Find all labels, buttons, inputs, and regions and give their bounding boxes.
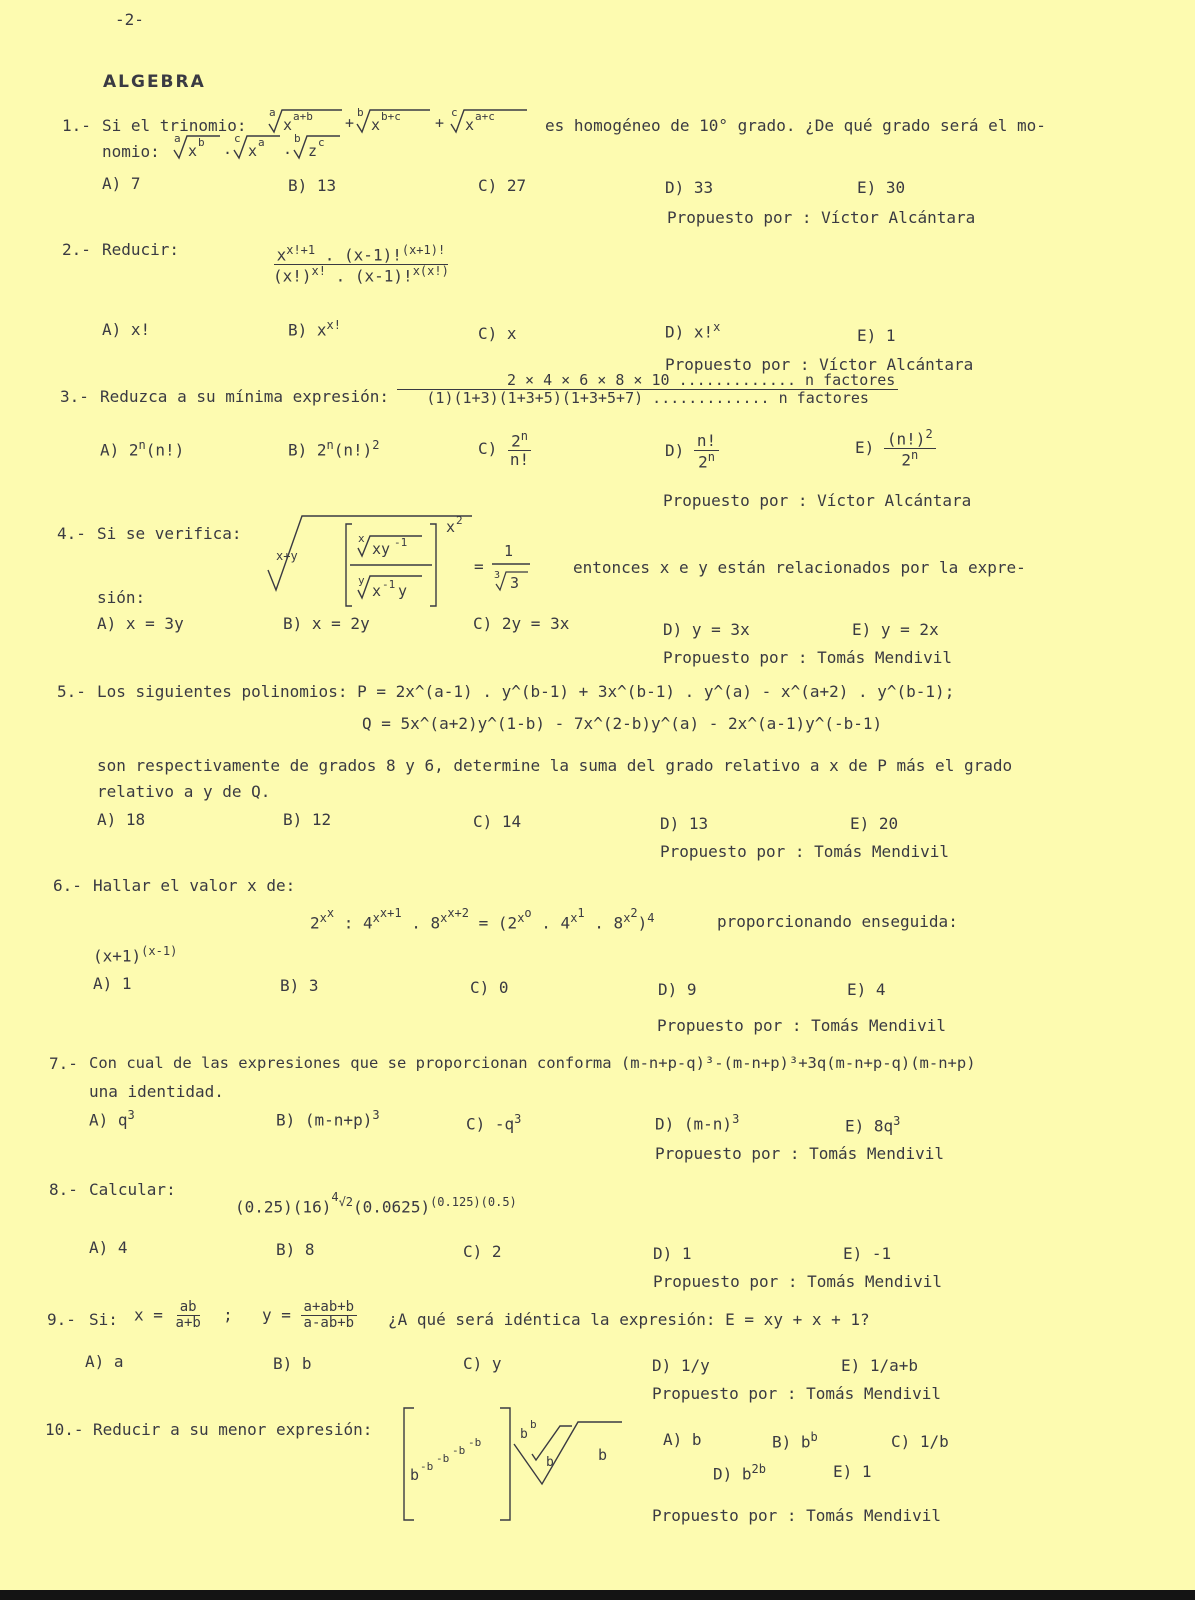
svg-text:-b: -b xyxy=(420,1460,434,1473)
q4-text-b: entonces x e y están relacionados por la expre- xyxy=(573,558,1026,577)
q10-option-d: D) $b^{2b}$ xyxy=(713,1462,766,1484)
q3-numerator: 2 × 4 × 6 × 8 × 10 ............. n factores xyxy=(397,372,898,390)
q1-text-a: Si el trinomio: xyxy=(102,116,247,135)
q3-option-a: A) 2$^n$(n!) xyxy=(100,438,185,460)
q9-text-a: Si: xyxy=(89,1310,118,1329)
svg-text:b: b xyxy=(530,1418,537,1431)
q6-number: 6.- xyxy=(53,876,82,895)
page-bottom-edge xyxy=(0,1590,1195,1600)
q9-option-e: E) 1/a+b xyxy=(841,1356,919,1375)
q3-text: Reduzca a su mínima expresión: xyxy=(100,387,389,406)
svg-text:a: a xyxy=(174,132,181,145)
svg-text:+: + xyxy=(345,114,355,132)
q1-option-d: D) 33 xyxy=(665,178,714,197)
q3-number: 3.- xyxy=(60,387,89,406)
q7-option-c: C) $-q^3$ xyxy=(466,1112,522,1134)
q4-option-c: C) 2y = 3x xyxy=(473,614,570,633)
q6-option-d: D) 9 xyxy=(658,980,697,999)
q2-numerator: $x^{x!+1}$ . (x-1)!$^{(x+1)!}$ xyxy=(274,244,449,265)
q9-option-a: A) a xyxy=(85,1352,124,1371)
q6-text-a: Hallar el valor x de: xyxy=(93,876,296,895)
q8-option-a: A) 4 xyxy=(89,1238,128,1257)
q6-option-a: A) 1 xyxy=(93,974,132,993)
svg-text:1: 1 xyxy=(504,542,514,560)
q3-option-d: D) $\frac{n!}{2^n}$ xyxy=(665,432,719,471)
q9-x-definition: x = $\frac{ab}{a+b}$ ; xyxy=(134,1299,233,1332)
q5-text-a: Los siguientes polinomios: P = 2x^(a-1) . y^(b-1) + 3x^(b-1) . y^(a) - x^(a+2) . y^(b-1); xyxy=(97,682,955,701)
svg-text:x+y: x+y xyxy=(276,549,298,563)
q5-option-b: B) 12 xyxy=(283,810,332,829)
q2-text: Reducir: xyxy=(102,240,180,259)
svg-text:x: x xyxy=(465,116,475,134)
q5-option-e: E) 20 xyxy=(850,814,899,833)
q8-option-b: B) 8 xyxy=(276,1240,315,1259)
svg-text:x: x xyxy=(188,142,198,160)
svg-text:c: c xyxy=(234,132,241,145)
q1-option-a: A) 7 xyxy=(102,174,141,193)
svg-text:3: 3 xyxy=(510,574,520,592)
q3-option-e: E) $\frac{(n!)^2}{2^n}$ xyxy=(855,428,936,469)
q4-expression xyxy=(262,510,552,624)
q1-text-c: nomio: xyxy=(102,142,160,161)
q8-author: Propuesto por : Tomás Mendivil xyxy=(653,1272,942,1291)
q1-text-b: es homogéneo de 10° grado. ¿De qué grado será el mo- xyxy=(545,116,1046,135)
svg-text:x: x xyxy=(283,116,293,134)
q10-option-c: C) 1/b xyxy=(891,1432,949,1451)
q6-equation: 2$^{x^x}$ : $4^{x^{x+1}}$ . $8^{x^{x+2}} = (2^{x^o}$ . $4^{x^1}$ . $8^{x^2})^4$ xyxy=(310,906,655,933)
q1-option-b: B) 13 xyxy=(288,176,337,195)
q7-text-b: una identidad. xyxy=(89,1082,224,1101)
q9-option-c: C) y xyxy=(463,1354,502,1373)
q8-option-e: E) -1 xyxy=(843,1244,892,1263)
page-number: -2- xyxy=(115,10,144,29)
q10-left-bracket xyxy=(404,1408,414,1520)
q1-author: Propuesto por : Víctor Alcántara xyxy=(667,208,976,227)
q4-expression-math xyxy=(262,510,552,620)
q10-number: 10.- xyxy=(45,1420,84,1439)
q9-y-definition: y = $\frac{a+ab+b}{a-ab+b}$ xyxy=(262,1300,357,1332)
svg-text:b: b xyxy=(410,1466,420,1484)
q5-author: Propuesto por : Tomás Mendivil xyxy=(660,842,949,861)
q8-expression: $(0.25)(16)^{^4√2}(0.0625)^{(0.125)(0.5)}$ xyxy=(235,1190,517,1217)
q3-option-b: B) $2^n(n!)^2$ xyxy=(288,438,380,460)
q4-text-a: Si se verifica: xyxy=(97,524,242,543)
q3-denominator: (1)(1+3)(1+3+5)(1+3+5+7) ............. n factores xyxy=(426,388,869,407)
q10-expression-math xyxy=(400,1404,635,1524)
q2-number: 2.- xyxy=(62,240,91,259)
svg-text:z: z xyxy=(308,142,318,160)
q10-option-e: E) 1 xyxy=(833,1462,872,1481)
q9-option-d: D) 1/y xyxy=(652,1356,710,1375)
svg-text:.: . xyxy=(283,140,293,158)
q10-option-b: B) $b^b$ xyxy=(772,1430,818,1452)
svg-text:x: x xyxy=(371,116,381,134)
q2-denominator: $(x!)^{x!}$ . (x-1)!$^{x(x!)}$ xyxy=(273,263,449,286)
svg-text:x: x xyxy=(358,532,365,545)
svg-text:b+c: b+c xyxy=(381,110,401,123)
q7-author: Propuesto por : Tomás Mendivil xyxy=(655,1144,944,1163)
q1-monomio-math xyxy=(172,128,387,164)
q6-author: Propuesto por : Tomás Mendivil xyxy=(657,1016,946,1035)
q4-text-c: sión: xyxy=(97,588,146,607)
svg-text:+: + xyxy=(435,114,445,132)
svg-text:3: 3 xyxy=(494,570,501,581)
q4-option-a: A) x = 3y xyxy=(97,614,184,633)
q6-text-c: $(x+1)^{(x-1)}$ xyxy=(93,944,178,966)
svg-text:b: b xyxy=(198,136,205,149)
q3-author: Propuesto por : Víctor Alcántara xyxy=(663,491,972,510)
q10-option-a: A) b xyxy=(663,1430,702,1449)
q5-text-d: relativo a y de Q. xyxy=(97,782,271,801)
q10-text: Reducir a su menor expresión: xyxy=(93,1420,373,1439)
q9-number: 9.- xyxy=(47,1310,76,1329)
q6-option-e: E) 4 xyxy=(847,980,886,999)
q1-monomio xyxy=(172,128,387,168)
q5-option-a: A) 18 xyxy=(97,810,146,829)
svg-text:2: 2 xyxy=(456,514,463,527)
q7-text-a: Con cual de las expresiones que se proporcionan conforma (m-n+p-q)³-(m-n+p)³+3q(m-n+p-q)(m-n+p) xyxy=(89,1054,976,1072)
q1-option-e: E) 30 xyxy=(857,178,906,197)
q2-option-c: C) x xyxy=(478,324,517,343)
svg-text:=: = xyxy=(474,557,484,576)
q9-option-b: B) b xyxy=(273,1354,312,1373)
q2-fraction xyxy=(270,244,452,285)
svg-text:-1: -1 xyxy=(394,536,408,549)
svg-text:b: b xyxy=(598,1446,608,1464)
q7-number: 7.- xyxy=(49,1054,78,1073)
q1-option-c: C) 27 xyxy=(478,176,527,195)
q5-text-c: son respectivamente de grados 8 y 6, determine la suma del grado relativo a x de P más el grado xyxy=(97,756,1013,775)
q6-option-b: B) 3 xyxy=(280,976,319,995)
svg-text:c: c xyxy=(451,106,458,119)
svg-text:-b: -b xyxy=(452,1444,466,1457)
svg-text:-b: -b xyxy=(468,1436,482,1449)
q8-option-d: D) 1 xyxy=(653,1244,692,1263)
q10-expression xyxy=(400,1404,635,1528)
svg-text:c: c xyxy=(318,136,325,149)
svg-text:b: b xyxy=(520,1427,528,1442)
q7-option-a: A) $q^3$ xyxy=(89,1108,135,1130)
q7-option-e: E) $8q^3$ xyxy=(845,1114,901,1136)
q3-fraction xyxy=(397,372,898,406)
q4-author: Propuesto por : Tomás Mendivil xyxy=(663,648,952,667)
q4-option-e: E) y = 2x xyxy=(852,620,939,639)
q5-text-b: Q = 5x^(a+2)y^(1-b) - 7x^(2-b)y^(a) - 2x^(a-1)y^(-b-1) xyxy=(362,714,883,733)
q4-outer-radical xyxy=(268,516,472,590)
svg-text:a: a xyxy=(269,106,276,119)
svg-text:a+b: a+b xyxy=(293,110,313,123)
q2-option-b: B) $x^{x!}$ xyxy=(288,318,341,340)
q5-option-d: D) 13 xyxy=(660,814,709,833)
q5-number: 5.- xyxy=(57,682,86,701)
svg-text:-b: -b xyxy=(436,1452,450,1465)
q4-number: 4.- xyxy=(57,524,86,543)
q10-author: Propuesto por : Tomás Mendivil xyxy=(652,1506,941,1525)
q2-option-d: D) x!$^x$ xyxy=(665,320,721,342)
svg-text:b: b xyxy=(546,1455,554,1470)
q6-option-c: C) 0 xyxy=(470,978,509,997)
q2-option-a: A) x! xyxy=(102,320,151,339)
svg-text:x: x xyxy=(446,518,456,536)
svg-text:.: . xyxy=(223,140,233,158)
q2-author: Propuesto por : Víctor Alcántara xyxy=(665,355,974,374)
svg-text:xy: xy xyxy=(372,540,391,558)
q7-option-b: B) $(m-n+p)^3$ xyxy=(276,1108,380,1130)
svg-text:x: x xyxy=(248,142,258,160)
q8-number: 8.- xyxy=(49,1180,78,1199)
svg-text:x: x xyxy=(372,582,382,600)
q3-option-c: C) $\frac{2^n}{n!}$ xyxy=(478,429,530,469)
section-title: ALGEBRA xyxy=(103,72,206,92)
q4-option-d: D) y = 3x xyxy=(663,620,750,639)
q7-option-d: D) $(m-n)^3$ xyxy=(655,1112,740,1134)
svg-text:y: y xyxy=(358,574,365,587)
q8-text: Calcular: xyxy=(89,1180,176,1199)
q1-number: 1.- xyxy=(62,116,91,135)
svg-text:a: a xyxy=(258,136,265,149)
q6-text-b: proporcionando enseguida: xyxy=(717,912,958,931)
q9-author: Propuesto por : Tomás Mendivil xyxy=(652,1384,941,1403)
q10-right-bracket xyxy=(500,1408,510,1520)
svg-text:b: b xyxy=(357,106,364,119)
q8-option-c: C) 2 xyxy=(463,1242,502,1261)
svg-text:-1: -1 xyxy=(382,578,396,591)
q9-text-b: ¿A qué será idéntica la expresión: E = xy + x + 1? xyxy=(388,1310,870,1329)
svg-text:y: y xyxy=(398,582,408,600)
q2-option-e: E) 1 xyxy=(857,326,896,345)
q5-option-c: C) 14 xyxy=(473,812,522,831)
svg-text:b: b xyxy=(294,132,301,145)
q4-option-b: B) x = 2y xyxy=(283,614,370,633)
svg-text:a+c: a+c xyxy=(475,110,495,123)
